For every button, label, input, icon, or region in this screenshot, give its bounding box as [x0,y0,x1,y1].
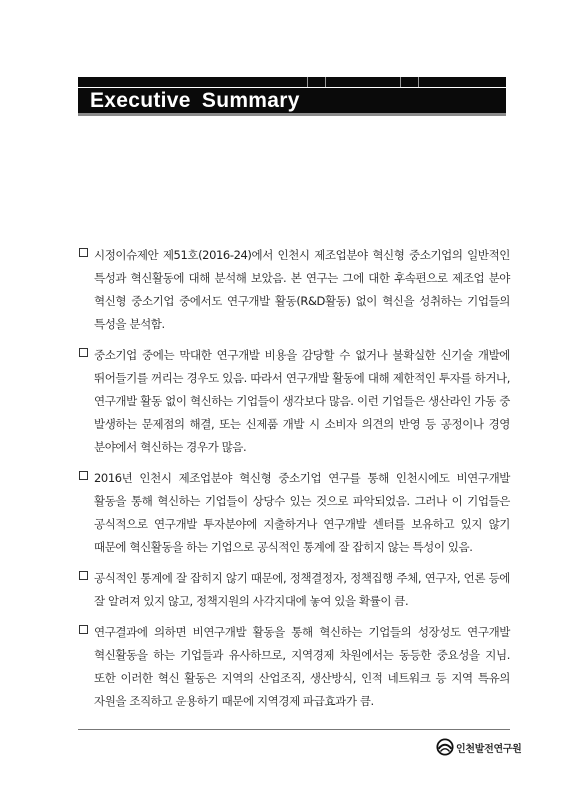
header-band-divider [325,77,326,87]
square-bullet-icon [79,348,88,357]
square-bullet-icon [79,471,88,480]
footer-rule [78,729,510,730]
institute-logo [436,736,522,758]
header-band-divider [307,77,308,87]
title-box [78,88,506,116]
summary-list [78,244,510,721]
list-item-text: 중소기업 중에는 막대한 연구개발 비용을 감당할 수 없거나 불확실한 신기술 개발에 뛰어들기를 꺼리는 경우도 있음. 따라서 연구개발 활동에 대해 제한적인 투자를 하거나, 연구개발 활동 없이 혁신하는 기업들이 생각보다 많음. 이런 기업들은 생산라인 가동 중 발생하는 문제점의 해결, 또는 신제품 개발 시 소비자 의견의 반영 등 공정이나 경영 분야에서 혁신하는 경우가 많음. [94,348,510,454]
square-bullet-icon [79,571,88,580]
list-item [78,244,510,336]
list-item-text: 연구결과에 의하면 비연구개발 활동을 통해 혁신하는 기업들의 성장성도 연구개발 혁신활동을 하는 기업들과 유사하므로, 지역경제 차원에서는 동등한 중요성을 지님. 또한 이러한 혁신 활동은 지역의 산업조직, 생산방식, 인적 네트워크 등 지역 특유의 자원을 조직하고 운용하기 때문에 지역경제 파급효과가 큼. [94,625,510,708]
institute-name: 인천발전연구원 [456,743,522,755]
page-title: Executive Summary [90,89,300,112]
header-band-divider [400,77,401,87]
list-item [78,621,510,713]
list-item-text: 공식적인 통계에 잘 잡히지 않기 때문에, 정책결정자, 정책집행 주체, 연구자, 언론 등에 잘 알려져 있지 않고, 정책지원의 사각지대에 놓여 있을 확률이 큼. [94,571,510,608]
list-item [78,567,510,613]
list-item-text: 시정이슈제안 제51호(2016-24)에서 인천시 제조업분야 혁신형 중소기업의 일반적인 특성과 혁신활동에 대해 분석해 보았음. 본 연구는 그에 대한 후속편으로 제조업 분야 혁신형 중소기업 중에서도 연구개발 활동(R&D활동) 없이 혁신을 성취하는 기업들의 특성을 분석함. [94,248,510,331]
list-item [78,467,510,559]
square-bullet-icon [79,625,88,634]
square-bullet-icon [79,248,88,257]
list-item [78,344,510,459]
header-band-divider [418,77,419,87]
institute-emblem-icon [436,738,454,756]
header-band [78,77,506,87]
list-item-text: 2016년 인천시 제조업분야 혁신형 중소기업 연구를 통해 인천시에도 비연구개발 활동을 통해 혁신하는 기업들이 상당수 있는 것으로 파악되었음. 그러나 이 기업들은 공식적으로 연구개발 투자분야에 지출하거나 연구개발 센터를 보유하고 있지 않기 때문에 혁신활동을 하는 기업으로 공식적인 통계에 잘 잡히지 않는 특성이 있음. [94,471,510,554]
